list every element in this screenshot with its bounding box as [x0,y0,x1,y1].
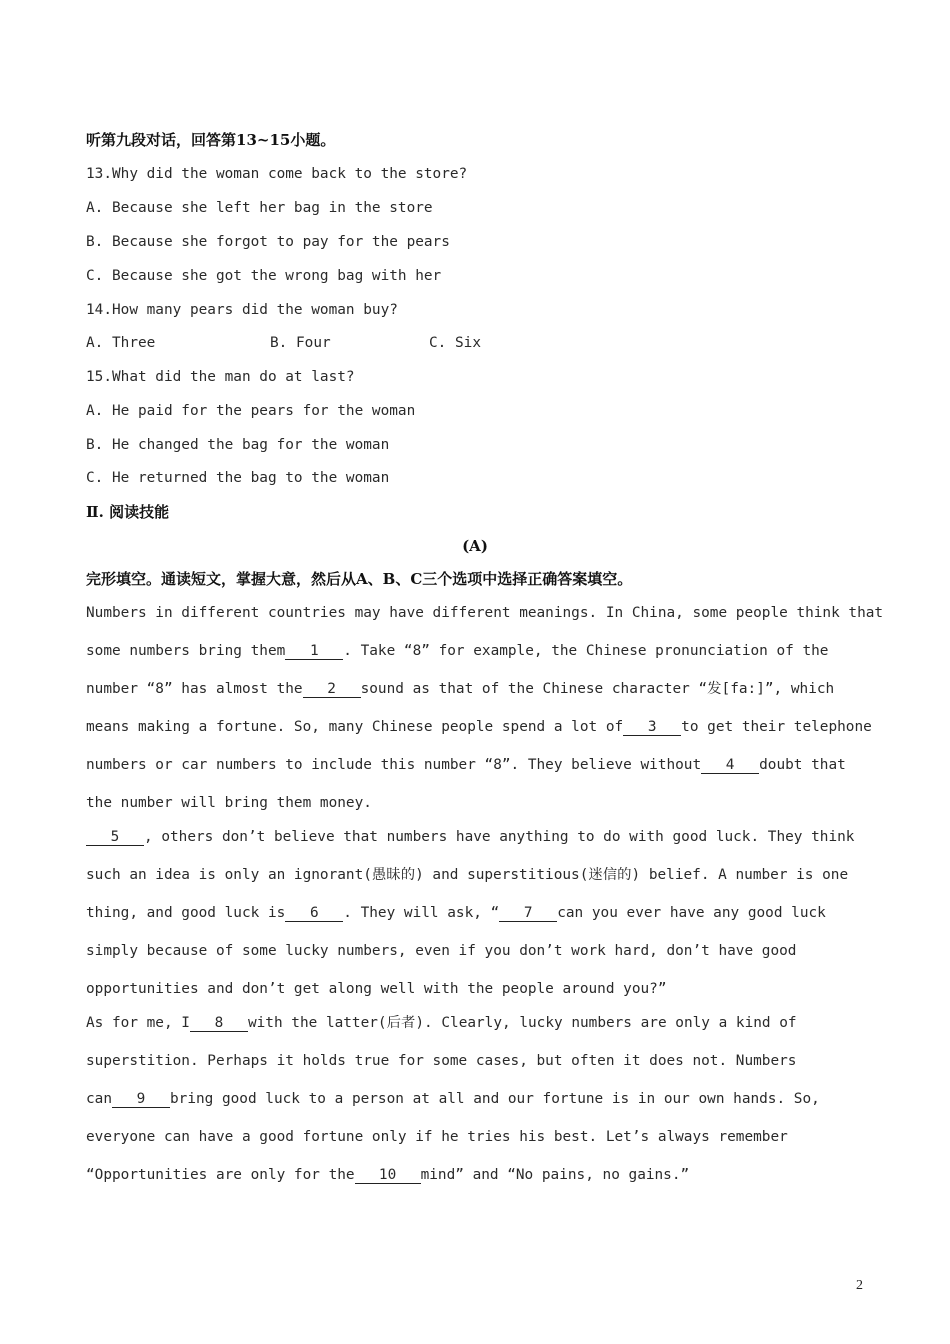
passage-line-7: 5 , others don’t believe that numbers have anything to do with good luck. They think [86,828,854,846]
question-14-option-a: A. Three [86,335,156,351]
passage-line-15: everyone can have a good fortune only if he tries his best. Let’s always remember [86,1129,788,1145]
passage-line-1: Numbers in different countries may have different meanings. In China, some people think that [86,605,884,621]
blank-6[interactable]: 6 [285,905,343,922]
page-number: 2 [856,1278,863,1293]
question-13-option-a: A. Because she left her bag in the store [86,200,433,216]
blank-8[interactable]: 8 [190,1015,248,1032]
blank-1[interactable]: 1 [285,643,343,660]
question-15: 15.What did the man do at last? [86,369,355,385]
passage-line-4: means making a fortune. So, many Chinese people spend a lot of 3 to get their telephone [86,719,872,735]
blank-10[interactable]: 10 [355,1167,421,1184]
blank-5[interactable]: 5 [86,829,144,846]
question-13: 13.Why did the woman come back to the store? [86,166,468,182]
passage-line-11: opportunities and don’t get along well with the people around you?” [86,981,667,997]
passage-line-2: some numbers bring them 1 . Take “8” for example, the Chinese pronunciation of the [86,643,829,659]
passage-line-16: “Opportunities are only for the 10 mind” and “No pains, no gains.” [86,1167,690,1183]
question-13-option-b: B. Because she forgot to pay for the pears [86,234,450,250]
question-13-option-c: C. Because she got the wrong bag with her [86,268,442,284]
passage-line-12: As for me, I 8 with the latter(后者). Clearly, lucky numbers are only a kind of [86,1015,797,1031]
passage-line-5: numbers or car numbers to include this number “8”. They believe without 4 doubt that [86,757,846,773]
part-label: (A) [462,537,488,555]
passage-line-3: number “8” has almost the 2 sound as that of the Chinese character “发[fa:]”, which [86,681,835,697]
passage-line-13: superstition. Perhaps it holds true for some cases, but often it does not. Numbers [86,1053,797,1069]
question-14-option-c: C. Six [429,335,481,351]
blank-3[interactable]: 3 [623,719,681,736]
reading-heading: Ⅱ. 阅读技能 [86,503,170,521]
question-14: 14.How many pears did the woman buy? [86,302,398,318]
question-15-option-a: A. He paid for the pears for the woman [86,403,416,419]
question-14-option-b: B. Four [270,335,331,351]
question-14-options [86,334,586,352]
blank-9[interactable]: 9 [112,1091,170,1108]
passage-line-14: can 9 bring good luck to a person at all and our fortune is in our own hands. So, [86,1091,820,1107]
passage-line-9: thing, and good luck is 6 . They will ask, “ 7 can you ever have any good luck [86,905,826,921]
passage-line-10: simply because of some lucky numbers, even if you don’t work hard, don’t have good [86,943,797,959]
question-15-option-b: B. He changed the bag for the woman [86,437,390,453]
blank-7[interactable]: 7 [499,905,557,922]
listening-heading: 听第九段对话，回答第13~15小题。 [86,131,336,149]
passage-line-8: such an idea is only an ignorant(愚昧的) and superstitious(迷信的) belief. A number is one [86,867,849,883]
question-15-option-c: C. He returned the bag to the woman [86,470,390,486]
cloze-instruction: 完形填空。通读短文，掌握大意，然后从A、B、C三个选项中选择正确答案填空。 [86,570,633,588]
passage-line-6: the number will bring them money. [86,795,372,811]
blank-2[interactable]: 2 [303,681,361,698]
blank-4[interactable]: 4 [701,757,759,774]
